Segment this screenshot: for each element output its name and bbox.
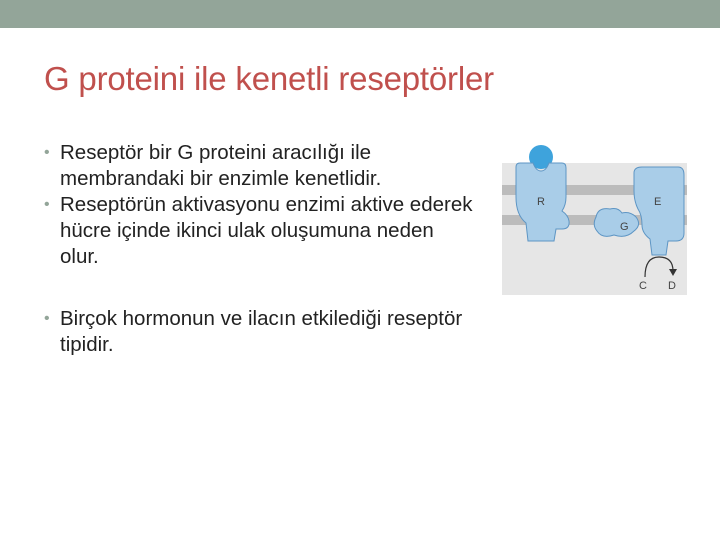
bullet-text: Reseptörün aktivasyonu enzimi aktive ederek hücre içinde ikinci ulak oluşumuna neden olur. [60, 193, 473, 268]
receptor-label: R [537, 196, 545, 208]
bullet-dot-icon: • [44, 144, 50, 161]
g-protein-label: G [620, 221, 629, 233]
product-label: D [668, 280, 676, 292]
bullet-list [44, 140, 474, 358]
bullet-dot-icon: • [44, 196, 50, 213]
bullet-text: Birçok hormonun ve ilacın etkilediği reseptör tipidir. [60, 307, 463, 356]
bullet-item [44, 192, 474, 270]
substrate-label: C [639, 280, 647, 292]
slide-title: G proteini ile kenetli reseptörler [44, 60, 494, 97]
bullet-item [44, 306, 474, 358]
bullet-text: Reseptör bir G proteini aracılığı ile membrandaki bir enzimle kenetlidir. [60, 141, 382, 190]
bullet-dot-icon: • [44, 310, 50, 327]
diagram-svg [502, 135, 687, 295]
enzyme-label: E [654, 196, 662, 208]
bullet-item [44, 140, 474, 192]
g-protein-receptor-diagram [502, 135, 687, 295]
top-bar [0, 0, 720, 28]
